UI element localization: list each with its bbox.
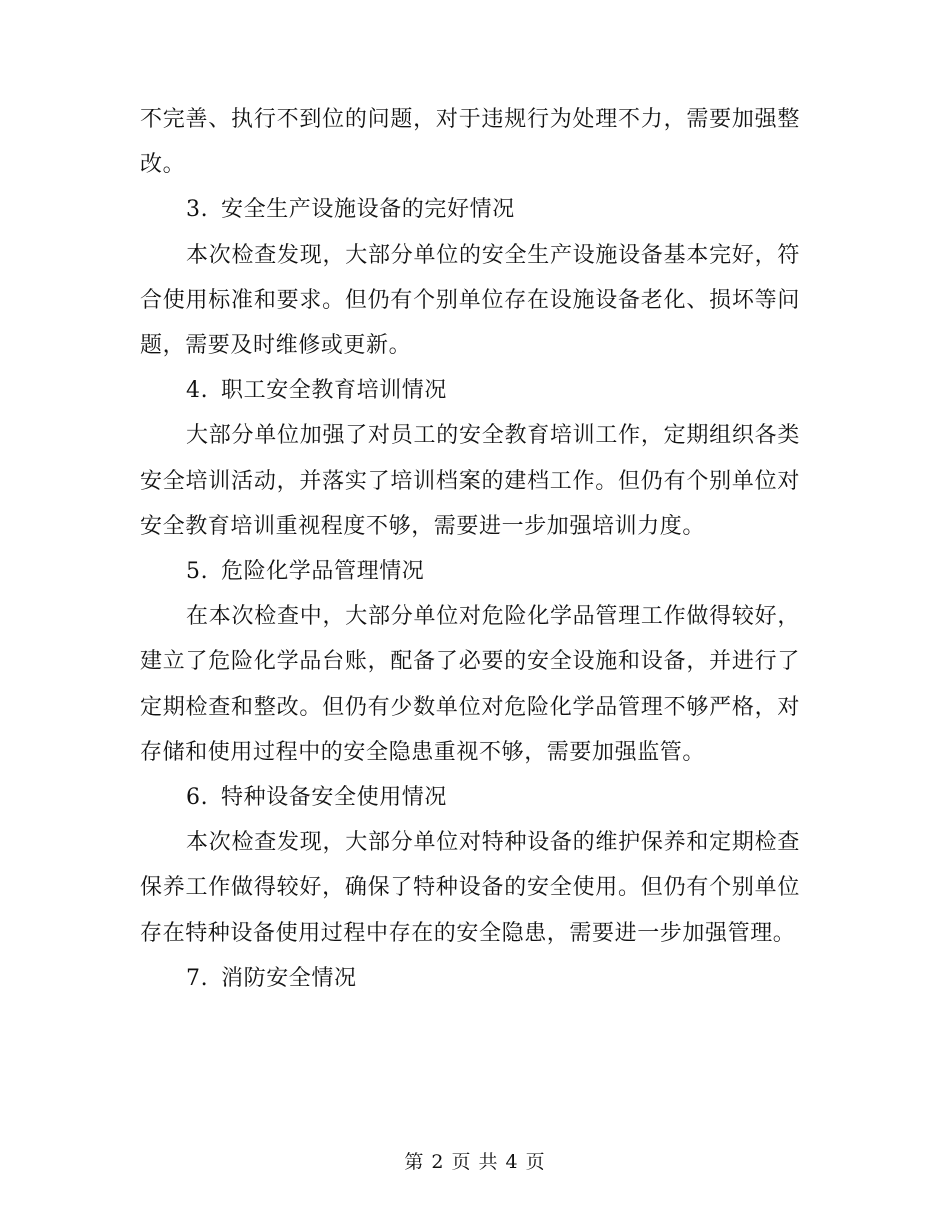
section-heading-3: [140, 187, 800, 232]
section-heading-6: [140, 775, 800, 820]
heading-number: 3.: [186, 197, 209, 223]
heading-text: 危险化学品管理情况: [221, 559, 425, 585]
document-body: [140, 97, 800, 1001]
paragraph-continuation: 不完善、执行不到位的问题，对于违规行为处理不力，需要加强整改。: [140, 107, 800, 178]
paragraph-facilities: 本次检查发现，大部分单位的安全生产设施设备基本完好，符合使用标准和要求。但仍有个别单位存在设施设备老化、损坏等问题，需要及时维修或更新。: [140, 242, 800, 359]
heading-number: 7.: [186, 965, 209, 991]
heading-text: 特种设备安全使用情况: [221, 785, 448, 811]
section-heading-4: [140, 368, 800, 413]
heading-number: 4.: [186, 378, 209, 404]
section-heading-7: [140, 956, 800, 1001]
paragraph-special-equipment: 本次检查发现，大部分单位对特种设备的维护保养和定期检查保养工作做得较好，确保了特种设备的安全使用。但仍有个别单位存在特种设备使用过程中存在的安全隐患，需要进一步加强管理。: [140, 830, 800, 946]
heading-number: 5.: [186, 559, 209, 585]
heading-number: 6.: [186, 785, 209, 811]
heading-text: 职工安全教育培训情况: [221, 378, 448, 404]
section-heading-5: [140, 549, 800, 594]
heading-text: 安全生产设施设备的完好情况: [221, 197, 515, 223]
page-number-footer: 第 2 页 共 4 页: [404, 1151, 546, 1173]
paragraph-chemicals: 在本次检查中，大部分单位对危险化学品管理工作做得较好，建立了危险化学品台账，配备了必要的安全设施和设备，并进行了定期检查和整改。但仍有少数单位对危险化学品管理不够严格，对存储和使用过程中的安全隐患重视不够，需要加强监管。: [140, 604, 800, 765]
paragraph-training: 大部分单位加强了对员工的安全教育培训工作，定期组织各类安全培训活动，并落实了培训档案的建档工作。但仍有个别单位对安全教育培训重视程度不够，需要进一步加强培训力度。: [140, 423, 800, 539]
heading-text: 消防安全情况: [221, 965, 357, 991]
